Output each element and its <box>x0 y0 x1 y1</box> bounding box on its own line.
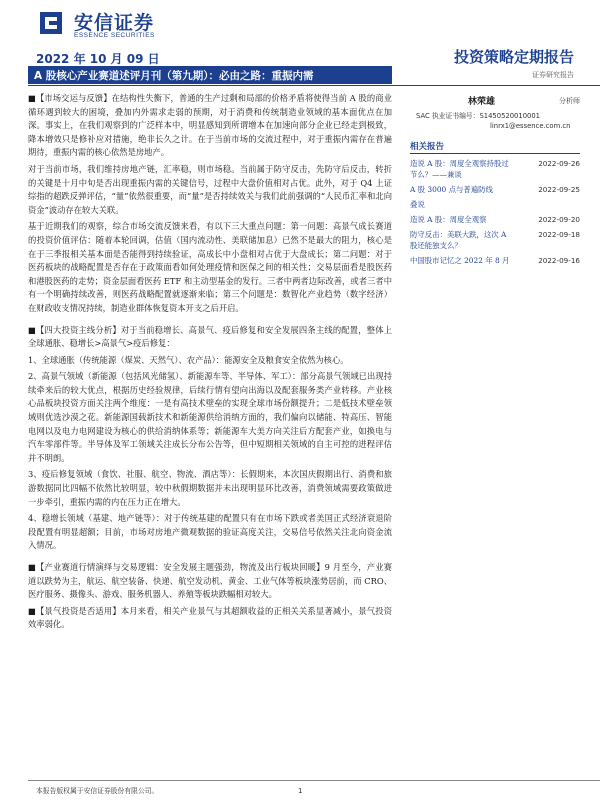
author-name: 林荣雄 <box>468 97 496 107</box>
related-report-item[interactable] <box>410 158 580 180</box>
report-body <box>28 92 392 774</box>
paragraph-theme-high-growth: 2、高景气领域（新能源（包括风光储氢）、新能源车等、半导体、军工）：部分高景气领域已出现持续牵来后的较大优点，根据历史经验规律，后续行情有望向出海以及配套服务类产业转移。产业核心品板块投资方面关注两个维度：一是有高技术壁垒的实现全球市场份额提升；二是低技术壁垒领域则优选沙漠之花。新能源国载新技术和新能源供给消纳方面的，我们偏向以储能、特高压、智能电网以及电力电网建设为核心的供给消纳体系等；新能源车大美方向关注后方配套产业，如换电与汽车零部件等。半导体及军工领域关注成长分布公告等，但中短期相关领域的自主可控的进程评估并不明朗。 <box>28 371 392 463</box>
related-reports-list <box>410 158 580 266</box>
related-report-date: 2022-09-20 <box>538 215 580 224</box>
company-logo <box>36 6 196 42</box>
author-role: 分析师 <box>559 97 580 105</box>
author-certificate: SAC 执业证书编号：S1450520010001 <box>416 112 540 120</box>
page-number: 1 <box>298 787 303 795</box>
related-report-title[interactable]: 中国股市记忆之 2022 年 8 月 <box>410 256 510 265</box>
report-type: 投资策略定期报告 <box>453 48 574 66</box>
related-report-title[interactable]: 叠说 <box>410 200 425 209</box>
essence-logo-icon <box>36 8 66 38</box>
logo-en-text: ESSENCE SECURITIES <box>74 32 155 39</box>
related-report-item[interactable] <box>410 199 580 210</box>
related-report-title[interactable]: 防守反击：美联大跌，这次 A 股还能独支么？ <box>410 230 507 250</box>
report-date: 2022 年 10 月 09 日 <box>36 52 160 66</box>
related-report-title[interactable]: 造说 A 股：周度全观察 <box>410 215 487 224</box>
related-report-date: 2022-09-16 <box>538 256 580 265</box>
related-report-item[interactable] <box>410 214 580 225</box>
related-report-item[interactable] <box>410 229 580 251</box>
paragraph-market-feedback: ■【市场交运与反馈】在结构性失衡下，普通的生产过剩和局部的价格矛盾将使得当前 A 股的商业循环遇到较大的困境，叠加内外需求走弱的预期，对于消费和传统制造业领域的基本面优点在加深。事实上，在我们观察到的广泛样本中，明显感知到所谓增本在加速向部分企业已经走到极致，降本增效只是修补应对措施，绝非长久之计。在于当前市场的交流过程中，对于重振内需存在普遍期待，重振内需的核心依然是房地产。 <box>28 93 392 158</box>
related-report-title[interactable]: A 股 3000 点与普遍防线 <box>410 185 493 194</box>
logo-cn-text: 安信证券 <box>74 12 155 34</box>
related-report-date: 2022-09-18 <box>538 230 580 239</box>
related-report-title[interactable]: 造说 A 股：周度全观察持股过节么？——兼谈 <box>410 159 509 179</box>
paragraph-theme-recovery: 3、疫后修复领域（食饮、社服、航空、物流、酒店等）：长假期来，本次国庆假期出行、消费和旅游数据同比四幅不依然比较明显，较中秋假期数据并未出现明显环比改善，消费领域需要政策做进一步牵引，重振内需的内在压力正在增大。 <box>28 469 392 507</box>
paragraph-three-questions: 基于近期我们的观察，综合市场交流反馈来看，有以下三大重点问题：第一问题：高景气成长赛道的投资价值评估：随着本轮回调，估值（国内流动性、美联储加息）已然不是最大的阻力，核心是在于三季报相关基本面是否能得到持续验证，高成长中小盘相对占优于大盘成长；第二问题：对于医药板块的战略配置是否存在于政策面看如何处理疫情和医保之间的相关性；交易层面看是股医药和港股医药的走势；资金层面看医药 ETF 和主动型基金的发行。三者中两者边际改善，或者三者中有一个明确持续改善，则医药战略配置就逐渐来临；第三个问题是：数智化产业趋势（数字经济）在财政收支情况持续，制造业群体恢复资本开支之后开启。 <box>28 221 392 313</box>
paragraph-four-themes: ■【四大投资主线分析】对于当前稳增长、高景气、疫后修复和安全发展四条主线的配置，整体上全球通胀、稳增长>高景气>疫后修复： <box>28 324 392 349</box>
paragraph-industry-track: ■【产业赛道行情演绎与交易逻辑：安全发展主题强劲，物流及出行板块回暖】9 月至今，产业赛道以跌势为主，航运、航空装备、快递、航空发动机、黄金、工业气体等板块涨势居前，而 CRO、医疗服务、摄像头、游戏、服务机器人、养殖等板块跌幅相对较大。 <box>28 562 392 600</box>
related-reports-title: 相关报告 <box>410 140 580 154</box>
related-report-date: 2022-09-26 <box>538 159 580 168</box>
footer-divider <box>28 780 600 781</box>
paragraph-theme-stabilize: 4、稳增长领域（基建、地产链等）：对于传统基建的配置只有在市场下跌或者美国正式经济衰退阶段配置有明显超额；目前，市场对房地产微观数据的验证高度关注，交易信号依然关注北向资金流入情况。 <box>28 513 392 551</box>
paragraph-prosperity-investing: ■【景气投资是否适用】本月来看，相关产业景气与其超额收益的正相关关系显著减小，景气投资效率弱化。 <box>28 605 392 630</box>
related-report-item[interactable] <box>410 255 580 266</box>
footer-disclaimer: 本报告版权属于安信证券股份有限公司。 <box>36 787 159 795</box>
author-row <box>410 94 580 108</box>
report-subtype: 证券研究报告 <box>532 71 574 79</box>
paragraph-market-view: 对于当前市场，我们维持房地产链，汇率稳，则市场稳。当前属于防守反击，先防守后反击，转折的关键是十月中旬是否出现重振内需的关键信号，过程中大盘价值相对占优。此外，对于 Q4 上证综指的超跌反弹评估，“量”依然很重要，而“量”是否持续效关与我们此前强调的“人民币汇率和北向资金”波动存在较大关联。 <box>28 163 392 215</box>
title-divider <box>28 85 600 86</box>
paragraph-theme-inflation: 1、全球通胀（传统能源（煤炭、天然气）、农产品）：能源安全及粮食安全依然为核心。 <box>28 354 349 365</box>
sidebar <box>410 94 580 270</box>
report-title: A 股核心产业赛道述评月刊（第九期）：必由之路：重振内需 <box>28 66 392 84</box>
author-email[interactable]: linrx1@essence.com.cn <box>490 122 571 130</box>
related-report-item[interactable] <box>410 184 580 195</box>
related-report-date: 2022-09-25 <box>538 185 580 194</box>
